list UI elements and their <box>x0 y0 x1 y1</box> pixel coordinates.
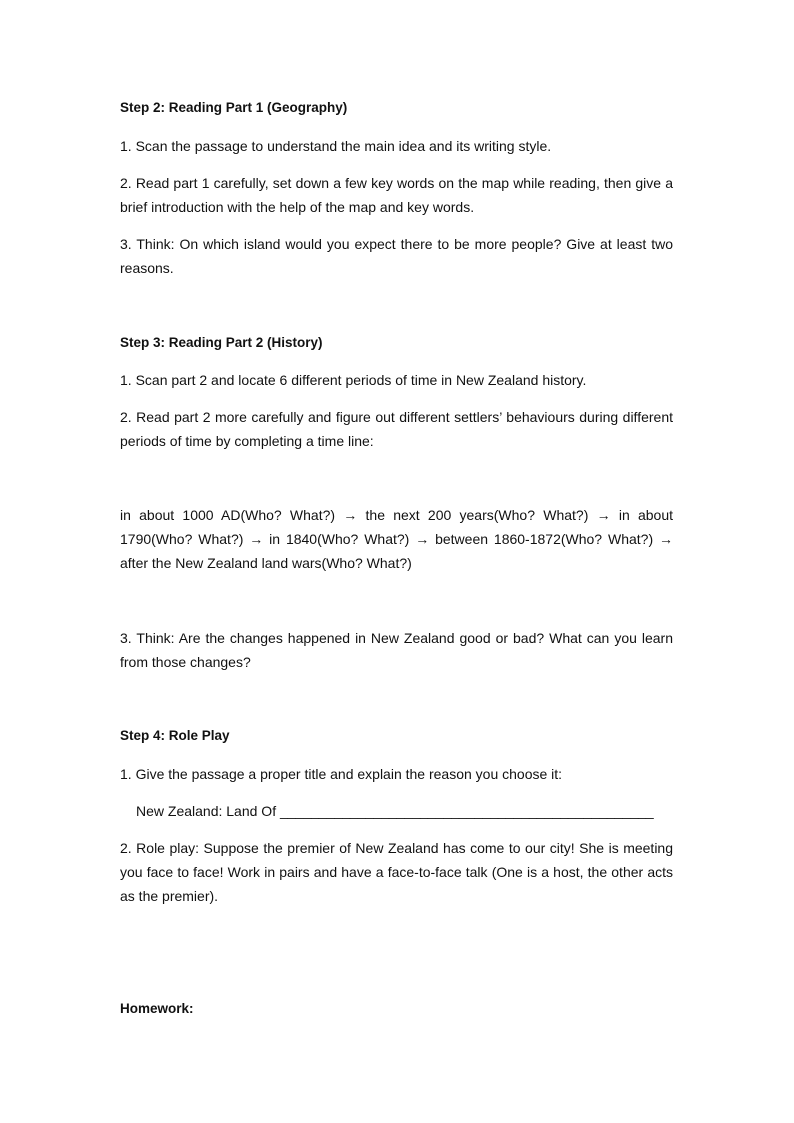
step3-heading: Step 3: Reading Part 2 (History) <box>120 335 323 350</box>
step4-item-1: 1. Give the passage a proper title and explain the reason you choose it: <box>120 766 563 782</box>
step3-timeline: in about 1000 AD(Who? What?) → the next 200 years(Who? What?) → in about 1790(Who? What?) → in 1840(Who? What?) → between 1860-1872(Who? What?) → after the New Zealand land wars(Who? What?) <box>120 507 673 571</box>
step2-item-3: 3. Think: On which island would you expect there to be more people? Give at least two reasons. <box>120 236 673 276</box>
step4-heading: Step 4: Role Play <box>120 728 230 743</box>
step3-item-3: 3. Think: Are the changes happened in New Zealand good or bad? What can you learn from those changes? <box>120 630 673 670</box>
step3-item-1: 1. Scan part 2 and locate 6 different periods of time in New Zealand history. <box>120 372 587 388</box>
step3-item-2: 2. Read part 2 more carefully and figure out different settlers’ behaviours during different periods of time by completing a time line: <box>120 409 673 449</box>
step2-item-2: 2. Read part 1 carefully, set down a few key words on the map while reading, then give a brief introduction with the help of the map and key words. <box>120 175 673 215</box>
step2-heading: Step 2: Reading Part 1 (Geography) <box>120 100 348 115</box>
title-blank-line: New Zealand: Land Of ________________________________________________ <box>136 803 654 819</box>
step2-item-1: 1. Scan the passage to understand the main idea and its writing style. <box>120 138 552 154</box>
step4-item-2: 2. Role play: Suppose the premier of New Zealand has come to our city! She is meeting you face to face! Work in pairs and have a face-to-face talk (One is a host, the other acts as the premier). <box>120 840 673 904</box>
homework-heading: Homework: <box>120 1001 194 1016</box>
